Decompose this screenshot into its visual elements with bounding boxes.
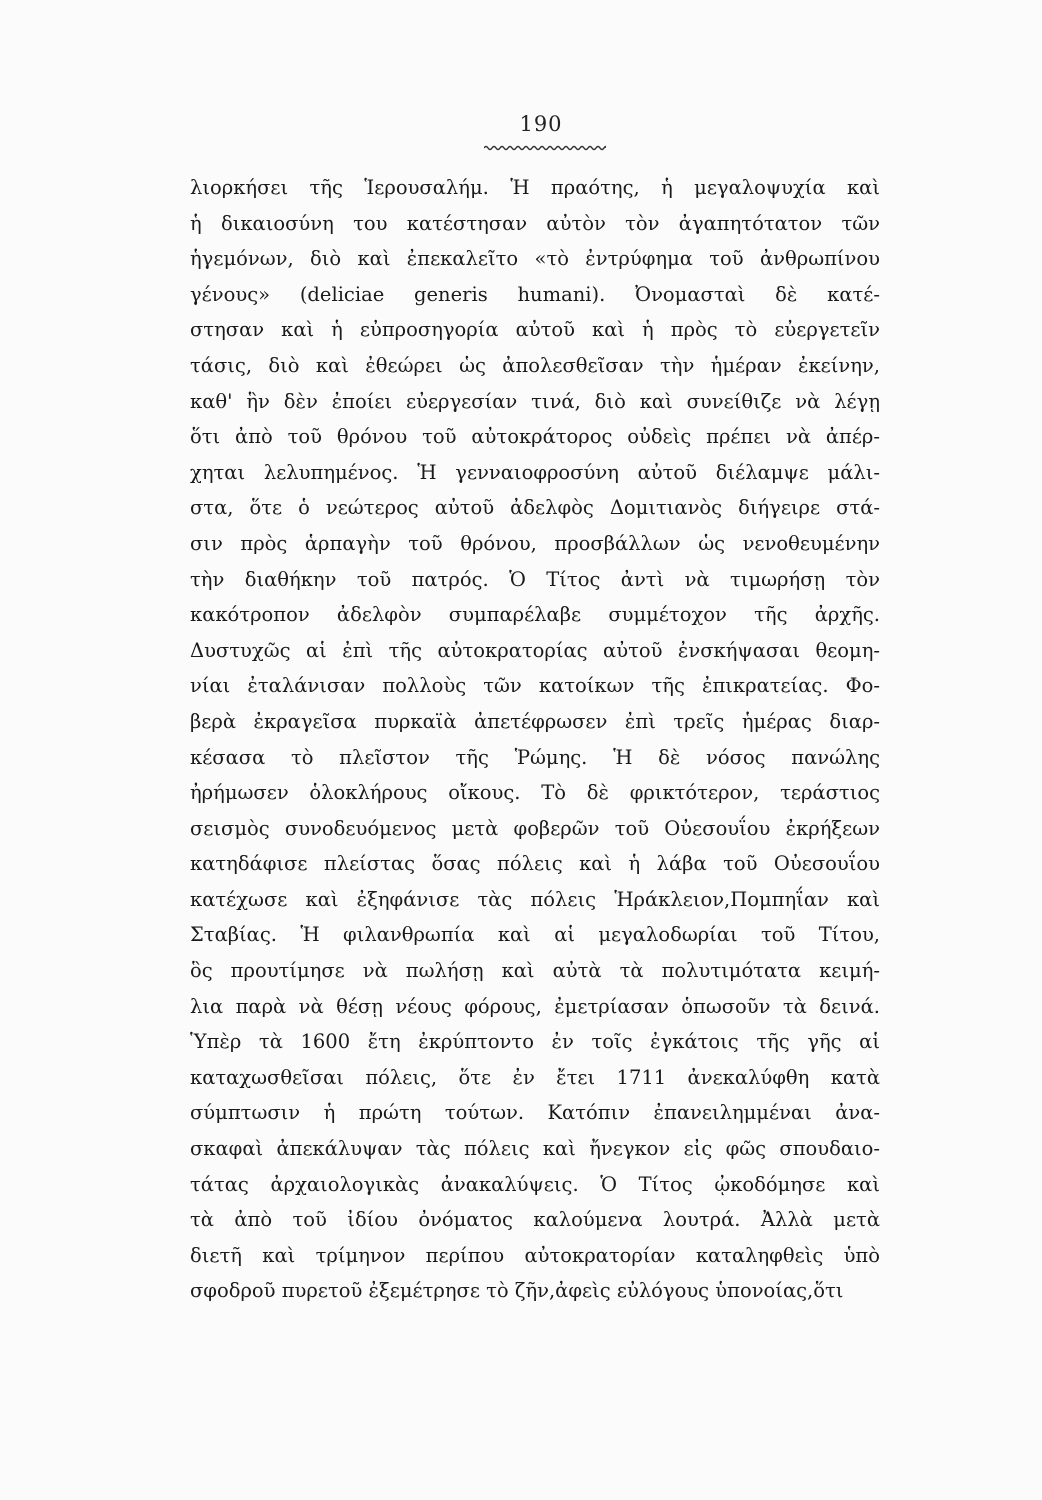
decorative-wavy-rule [484, 144, 606, 152]
text-line: καθ' ἣν δὲν ἐποίει εὐεργεσίαν τινά, διὸ καὶ συνείθιζε νὰ λέγῃ [190, 389, 880, 413]
text-line: καταχωσθεῖσαι πόλεις, ὅτε ἐν ἔτει 1711 ἀνεκαλύφθη κατὰ [190, 1065, 880, 1089]
text-line: ἡγεμόνων, διὸ καὶ ἐπεκαλεῖτο «τὸ ἐντρύφημα τοῦ ἀνθρωπίνου [190, 247, 880, 271]
body-text [190, 170, 880, 1309]
text-line: κατέχωσε καὶ ἐξηφάνισε τὰς πόλεις Ἡράκλειον,Πομπηΐαν καὶ [190, 887, 880, 911]
text-line: Σταβίας. Ἡ φιλανθρωπία καὶ αἱ μεγαλοδωρίαι τοῦ Τίτου, [190, 923, 880, 947]
text-line: διετῆ καὶ τρίμηνον περίπου αὐτοκρατορίαν καταληφθεὶς ὑπὸ [190, 1243, 880, 1267]
text-line: χηται λελυπημένος. Ἡ γενναιοφροσύνη αὐτοῦ διέλαμψε μάλι- [190, 460, 880, 484]
text-line: ὃς προυτίμησε νὰ πωλήσῃ καὶ αὐτὰ τὰ πολυτιμότατα κειμή- [190, 959, 880, 983]
text-line: τάσις, διὸ καὶ ἐθεώρει ὡς ἀπολεσθεῖσαν τὴν ἡμέραν ἐκείνην, [190, 353, 880, 377]
text-line: σκαφαὶ ἀπεκάλυψαν τὰς πόλεις καὶ ἤνεγκον εἰς φῶς σπουδαιο- [190, 1137, 880, 1161]
text-line: γένους» (deliciae generis humani). Ὀνομασταὶ δὲ κατέ- [190, 282, 880, 306]
text-line: ἠρήμωσεν ὁλοκλήρους οἴκους. Τὸ δὲ φρικτότερον, τεράστιος [190, 781, 880, 805]
text-line: Δυστυχῶς αἱ ἐπὶ τῆς αὐτοκρατορίας αὐτοῦ ἐνσκήψασαι θεομη- [190, 638, 880, 662]
text-line: τὴν διαθήκην τοῦ πατρός. Ὁ Τίτος ἀντὶ νὰ τιμωρήσῃ τὸν [190, 567, 880, 591]
text-line: σεισμὸς συνοδευόμενος μετὰ φοβερῶν τοῦ Οὐεσουΐου ἐκρήξεων [190, 816, 880, 840]
text-line: Ὑπὲρ τὰ 1600 ἔτη ἐκρύπτοντο ἐν τοῖς ἐγκάτοις τῆς γῆς αἱ [190, 1030, 880, 1054]
text-line: νίαι ἐταλάνισαν πολλοὺς τῶν κατοίκων τῆς ἐπικρατείας. Φο- [190, 674, 880, 698]
text-line: ὅτι ἀπὸ τοῦ θρόνου τοῦ αὐτοκράτορος οὐδεὶς πρέπει νὰ ἀπέρ- [190, 425, 880, 449]
text-line: λια παρὰ νὰ θέσῃ νέους φόρους, ἐμετρίασαν ὁπωσοῦν τὰ δεινά. [190, 994, 880, 1018]
text-line: λιορκήσει τῆς Ἱερουσαλήμ. Ἡ πραότης, ἡ μεγαλοψυχία καὶ [190, 176, 880, 199]
text-line: βερὰ ἐκραγεῖσα πυρκαϊὰ ἀπετέφρωσεν ἐπὶ τρεῖς ἡμέρας διαρ- [190, 709, 880, 733]
text-line: σιν πρὸς ἁρπαγὴν τοῦ θρόνου, προσβάλλων ὡς νενοθευμένην [190, 531, 880, 555]
text-line: τὰ ἀπὸ τοῦ ἰδίου ὀνόματος καλούμενα λουτρά. Ἀλλὰ μετὰ [190, 1208, 880, 1232]
text-line: κακότροπον ἀδελφὸν συμπαρέλαβε συμμέτοχον τῆς ἀρχῆς. [190, 603, 880, 627]
text-line: τάτας ἀρχαιολογικὰς ἀνακαλύψεις. Ὁ Τίτος ᾠκοδόμησε καὶ [190, 1172, 880, 1196]
text-line: σφοδροῦ πυρετοῦ ἐξεμέτρησε τὸ ζῆν,ἀφεὶς εὐλόγους ὑπονοίας,ὅτι [190, 1279, 844, 1303]
page-number: 190 [519, 112, 563, 136]
text-line: στησαν καὶ ἡ εὐπροσηγορία αὐτοῦ καὶ ἡ πρὸς τὸ εὐεργετεῖν [190, 318, 880, 342]
text-line: κέσασα τὸ πλεῖστον τῆς Ῥώμης. Ἡ δὲ νόσος πανώλης [190, 745, 880, 769]
text-line: στα, ὅτε ὁ νεώτερος αὐτοῦ ἀδελφὸς Δομιτιανὸς διήγειρε στά- [190, 496, 880, 520]
text-line: σύμπτωσιν ἡ πρώτη τούτων. Κατόπιν ἐπανειλημμέναι ἀνα- [190, 1101, 880, 1125]
text-line: ἡ δικαιοσύνη του κατέστησαν αὐτὸν τὸν ἀγαπητότατον τῶν [190, 211, 880, 235]
text-line: κατηδάφισε πλείστας ὅσας πόλεις καὶ ἡ λάβα τοῦ Οὐεσουΐου [190, 852, 880, 876]
